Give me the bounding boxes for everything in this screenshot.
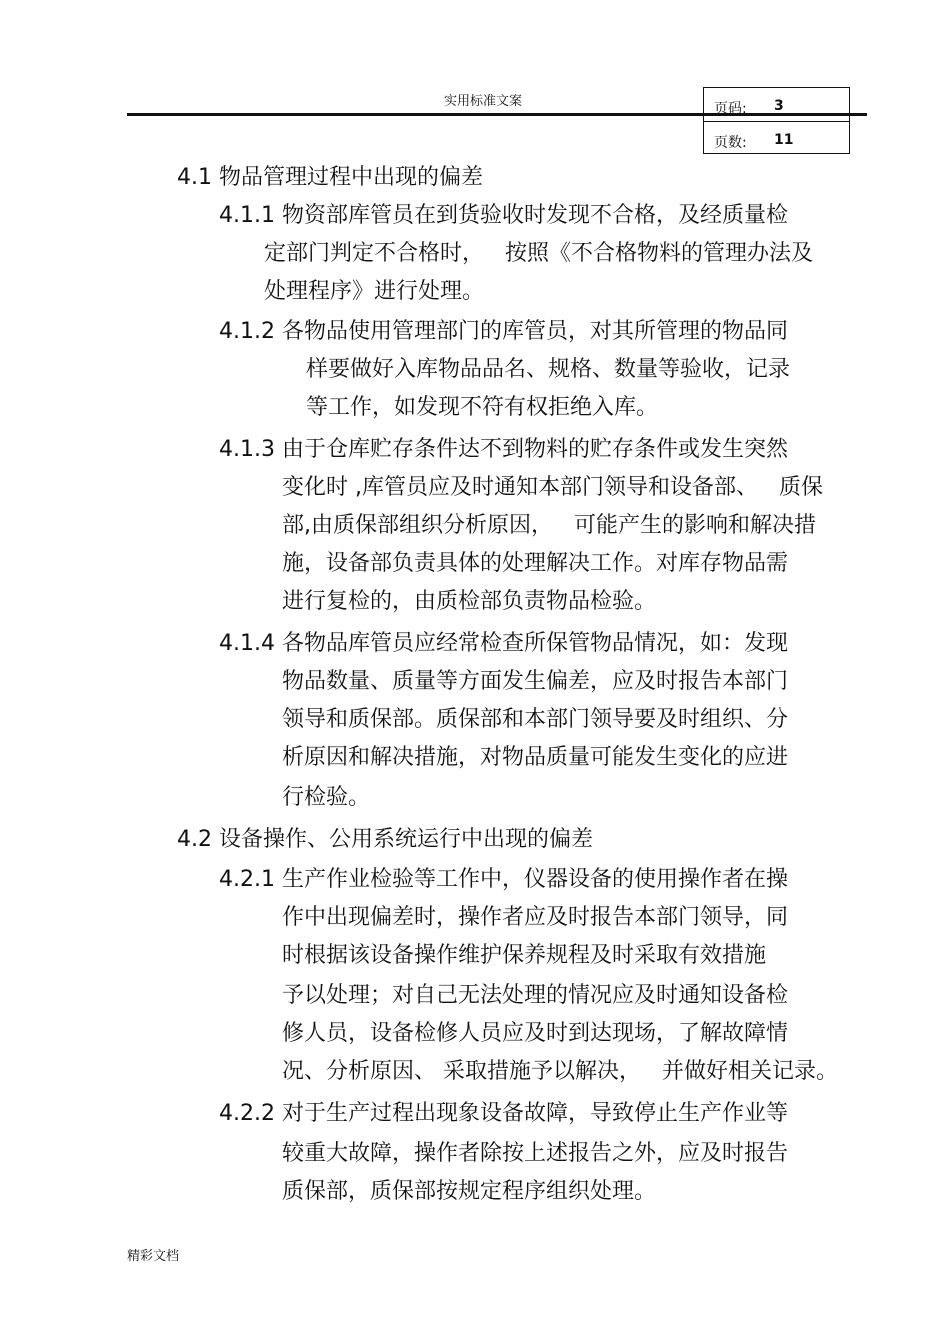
paragraph-line: 变化时 ,库管员应及时通知本部门领导和设备部、 质保 — [282, 475, 823, 500]
paragraph-line: 物品数量、质量等方面发生偏差，应及时报告本部门 — [282, 669, 789, 694]
paragraph-line: 4.1.4 各物品库管员应经常检查所保管物品情况，如：发现 — [219, 631, 788, 656]
page-info-box — [703, 87, 850, 154]
paragraph-line: 等工作，如发现不符有权拒绝入库。 — [306, 395, 659, 420]
paragraph-line: 定部门判定不合格时， 按照《不合格物料的管理办法及 — [264, 241, 813, 266]
footer-text: 精彩文档 — [127, 1249, 180, 1264]
page-number-row — [704, 88, 849, 121]
paragraph-line: 4.2.1 生产作业检验等工作中，仪器设备的使用操作者在操 — [219, 867, 788, 892]
paragraph-line: 予以处理；对自己无法处理的情况应及时通知设备检 — [282, 983, 789, 1008]
paragraph-line: 行检验。 — [282, 785, 371, 810]
paragraph-line: 时根据该设备操作维护保养规程及时采取有效措施 — [282, 943, 767, 968]
paragraph-line: 作中出现偏差时，操作者应及时报告本部门领导，同 — [282, 905, 789, 930]
paragraph-line: 较重大故障，操作者除按上述报告之外，应及时报告 — [282, 1141, 789, 1166]
paragraph-line: 4.1.1 物资部库管员在到货验收时发现不合格，及经质量检 — [219, 203, 788, 228]
page-count-row — [704, 121, 849, 155]
paragraph-line: 4.1.2 各物品使用管理部门的库管员，对其所管理的物品同 — [219, 319, 788, 344]
page-number-value: 3 — [774, 98, 784, 114]
section-heading-4-1: 4.1 物品管理过程中出现的偏差 — [177, 165, 483, 190]
paragraph-line: 析原因和解决措施，对物品质量可能发生变化的应进 — [282, 745, 789, 770]
page-count-label: 页数: — [714, 135, 747, 151]
section-heading-4-2: 4.2 设备操作、公用系统运行中出现的偏差 — [177, 827, 593, 852]
header-title: 实用标准文案 — [444, 94, 523, 109]
paragraph-line: 部,由质保部组织分析原因， 可能产生的影响和解决措 — [282, 513, 816, 538]
paragraph-line: 领导和质保部。质保部和本部门领导要及时组织、分 — [282, 707, 789, 732]
paragraph-line: 施，设备部负责具体的处理解决工作。对库存物品需 — [282, 551, 789, 576]
paragraph-line: 样要做好入库物品品名、规格、数量等验收，记录 — [306, 357, 791, 382]
paragraph-line: 质保部，质保部按规定程序组织处理。 — [282, 1179, 657, 1204]
paragraph-line: 进行复检的，由质检部负责物品检验。 — [282, 589, 657, 614]
page-count-value: 11 — [774, 132, 794, 148]
paragraph-line: 4.2.2 对于生产过程出现象设备故障，导致停止生产作业等 — [219, 1101, 788, 1126]
paragraph-line: 修人员，设备检修人员应及时到达现场，了解故障情 — [282, 1021, 789, 1046]
paragraph-line: 况、分析原因、 采取措施予以解决， 并做好相关记录。 — [282, 1059, 838, 1084]
page-number-label: 页码: — [714, 101, 747, 117]
paragraph-line: 4.1.3 由于仓库贮存条件达不到物料的贮存条件或发生突然 — [219, 437, 788, 462]
paragraph-line: 处理程序》进行处理。 — [264, 279, 485, 304]
